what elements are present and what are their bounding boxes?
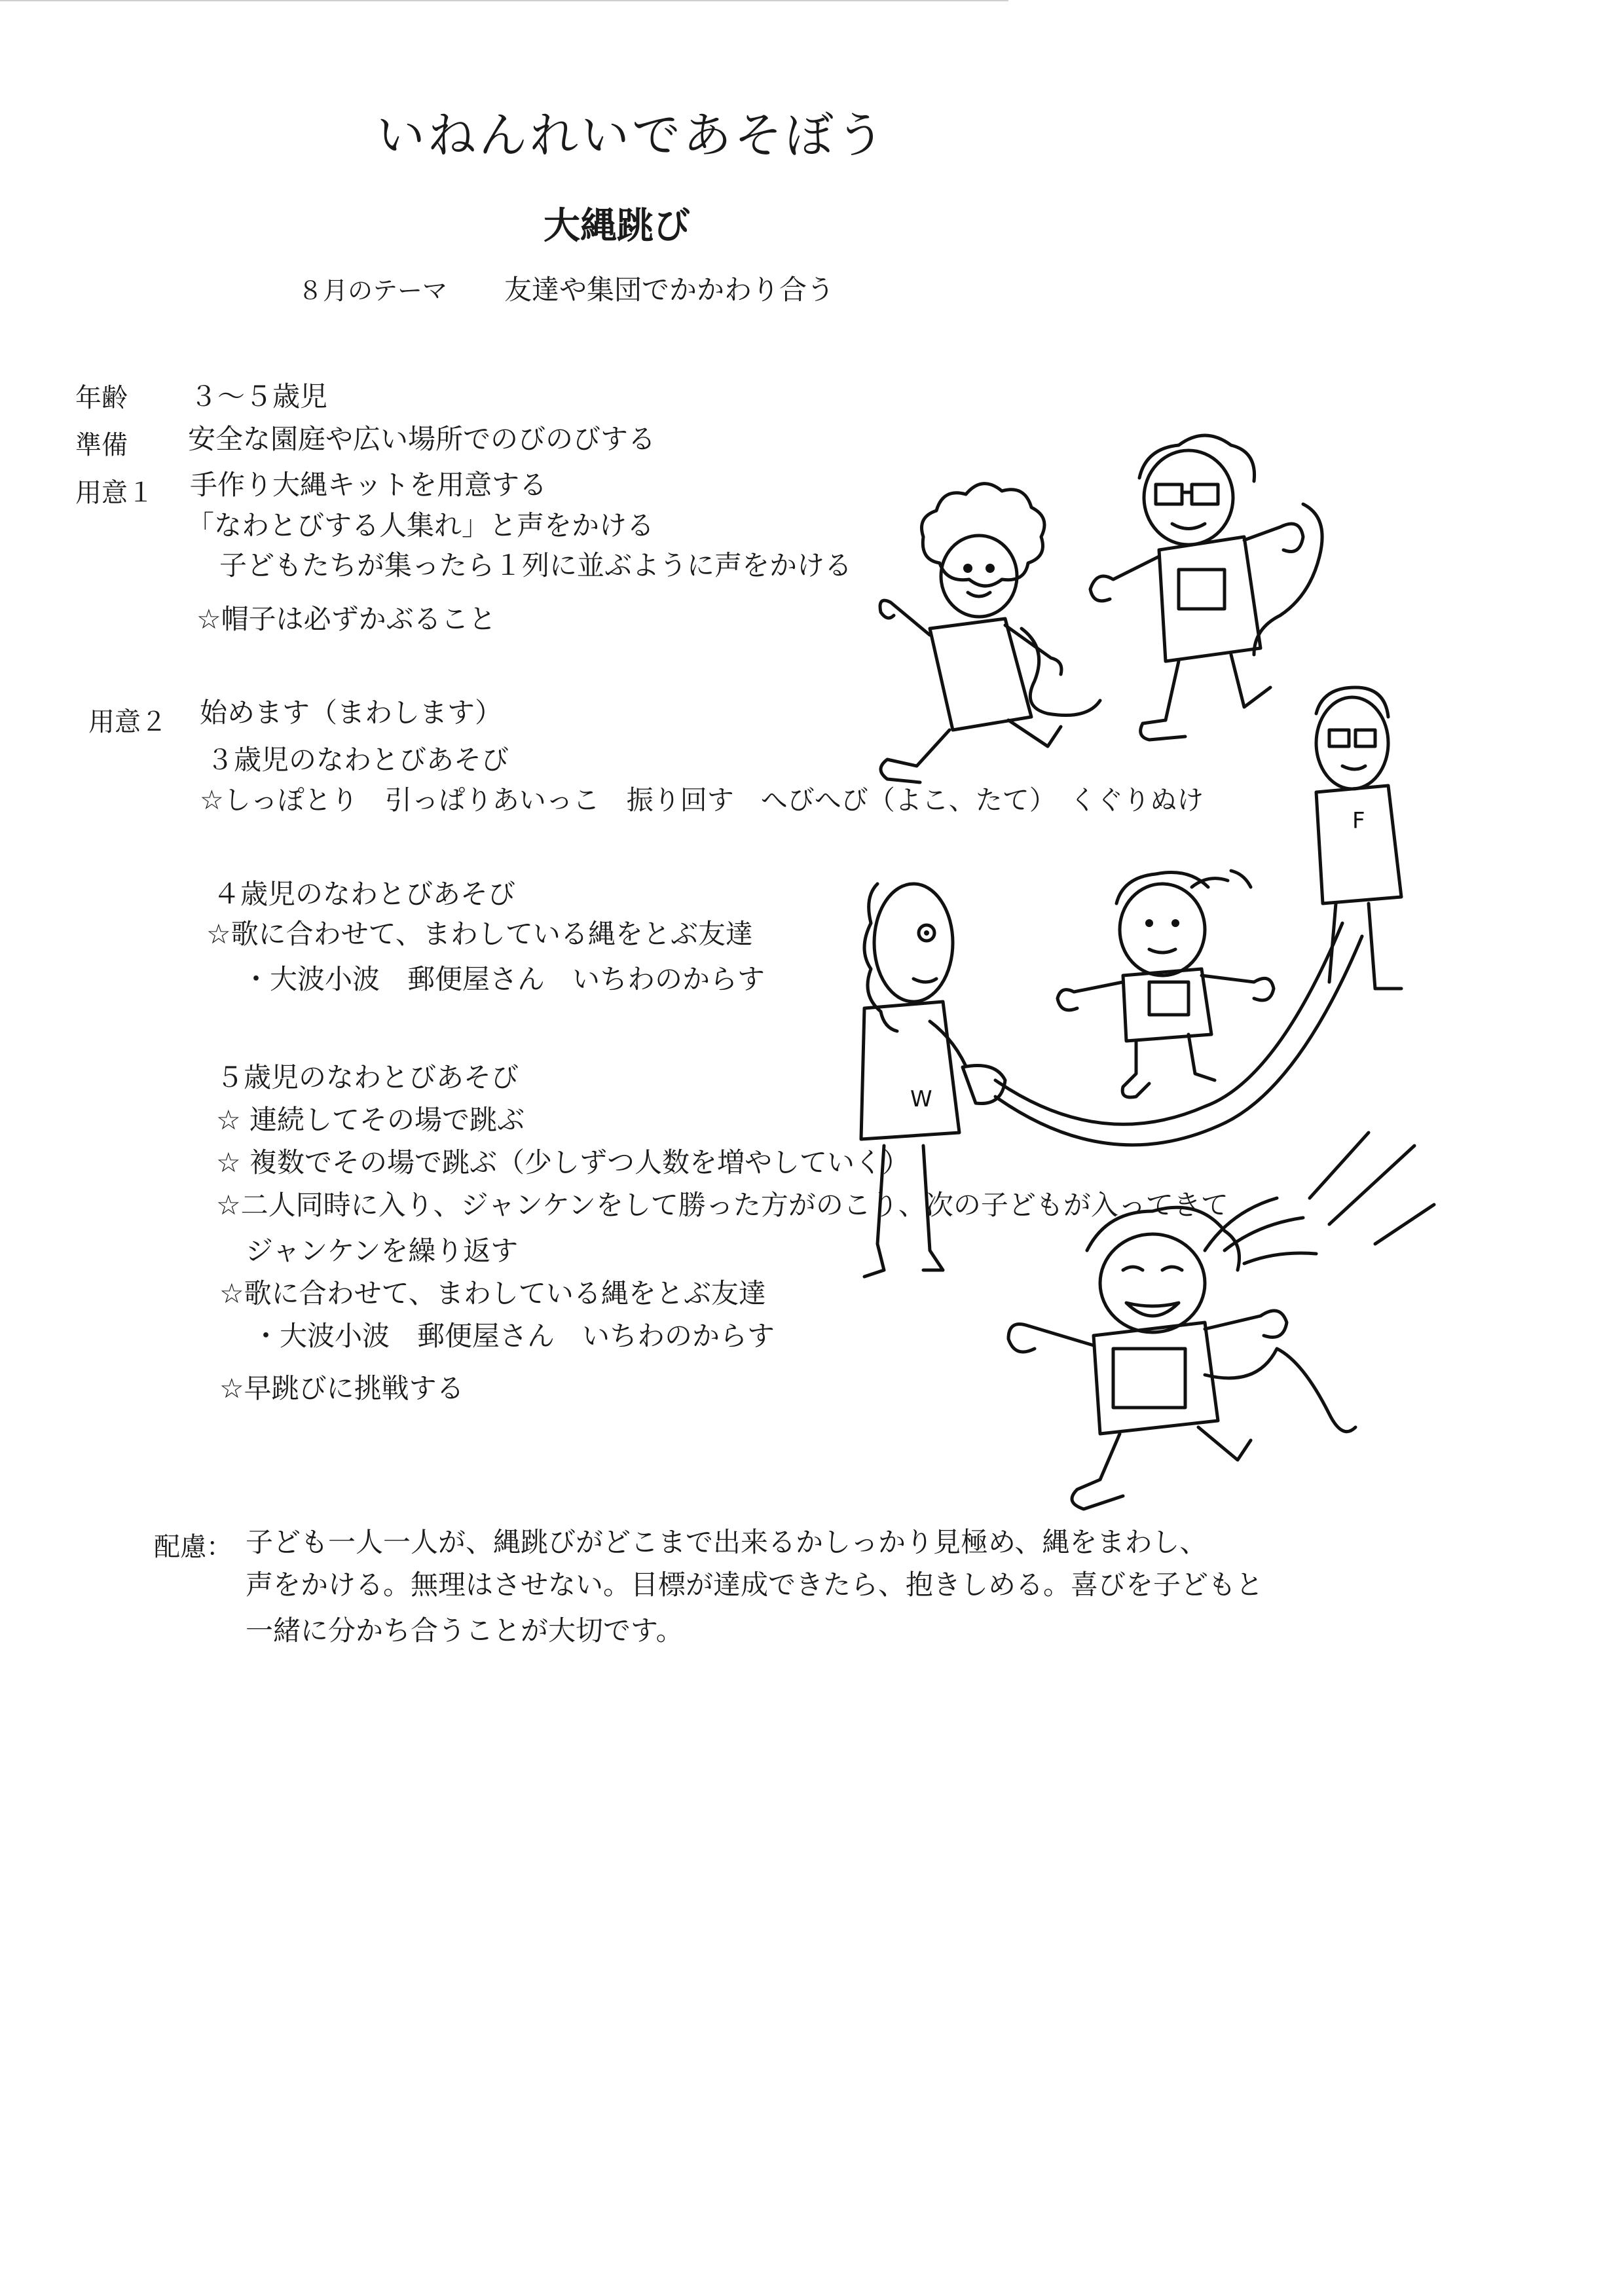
running-child-curly-hair <box>880 484 1100 782</box>
age5-line: ☆早跳びに挑戦する <box>219 1372 464 1404</box>
ready1-line: 手作り大縄キットを用意する <box>190 469 547 501</box>
ready1-label: 用意１ <box>75 478 154 508</box>
jump-rope-arc <box>995 923 1362 1145</box>
prep-text: 安全な園庭や広い場所でのびのびする <box>188 423 656 455</box>
theme-label: ８月のテーマ <box>298 276 448 305</box>
age5-line: ジャンケンを繰り返す <box>246 1235 519 1267</box>
consideration-line: 一緒に分かち合うことが大切です。 <box>246 1614 684 1647</box>
shirt-letter-f: F <box>1352 808 1365 834</box>
age5-line: ☆ 複数でその場で跳ぶ（少しずつ人数を増やしていく） <box>216 1146 910 1178</box>
consideration-label: 配慮： <box>154 1532 232 1562</box>
age4-line: ☆歌に合わせて、まわしている縄をとぶ友達 <box>206 918 753 950</box>
adult-rope-holder-w <box>861 884 1005 1277</box>
age4-heading: ４歳児のなわとびあそび <box>213 878 516 910</box>
consideration-line: 声をかける。無理はさせない。目標が達成できたら、抱きしめる。喜びを子どもと <box>246 1569 1264 1601</box>
age4-line: ・大波小波 郵便屋さん いちわのからす <box>242 963 765 995</box>
consideration-line: 子ども一人一人が、縄跳びがどこまで出来るかしっかり見極め、縄をまわし、 <box>246 1526 1207 1558</box>
page-subtitle: 大縄跳び <box>544 205 690 247</box>
ready2-label: 用意２ <box>88 707 167 737</box>
age3-heading: ３歳児のなわとびあそび <box>206 744 509 776</box>
running-child-glasses <box>1090 435 1322 740</box>
page-title: いねんれいであそぼう <box>377 107 887 164</box>
running-child-laughing <box>1008 1133 1434 1509</box>
ready1-line: ☆帽子は必ずかぶること <box>196 603 496 635</box>
age3-line: ☆しっぽとり 引っぱりあいっこ 振り回す へびへび（よこ、たて） くぐりぬけ <box>200 784 1204 816</box>
ready1-line: 子どもたちが集ったら１列に並ぶように声をかける <box>219 549 853 581</box>
ready1-line: 「なわとびする人集れ」と声をかける <box>187 509 655 541</box>
age-label: 年齢 <box>75 383 128 413</box>
age5-line: ・大波小波 郵便屋さん いちわのからす <box>252 1320 775 1352</box>
prep-label: 準備 <box>75 430 128 460</box>
age5-line: ☆ 連続してその場で跳ぶ <box>216 1104 525 1136</box>
age5-line: ☆歌に合わせて、まわしている縄をとぶ友達 <box>219 1277 766 1309</box>
ready2-intro: 始めます（まわします） <box>200 697 503 729</box>
age-text: ３～５歳児 <box>190 380 328 412</box>
age5-heading: ５歳児のなわとびあそび <box>216 1061 519 1093</box>
jumping-child <box>1058 871 1274 1097</box>
age5-line: ☆二人同時に入り、ジャンケンをして勝った方がのこり、次の子どもが入ってきて <box>216 1189 1228 1221</box>
theme-text: 友達や集団でかかわり合う <box>504 274 835 306</box>
shirt-letter-w: W <box>910 1086 932 1112</box>
